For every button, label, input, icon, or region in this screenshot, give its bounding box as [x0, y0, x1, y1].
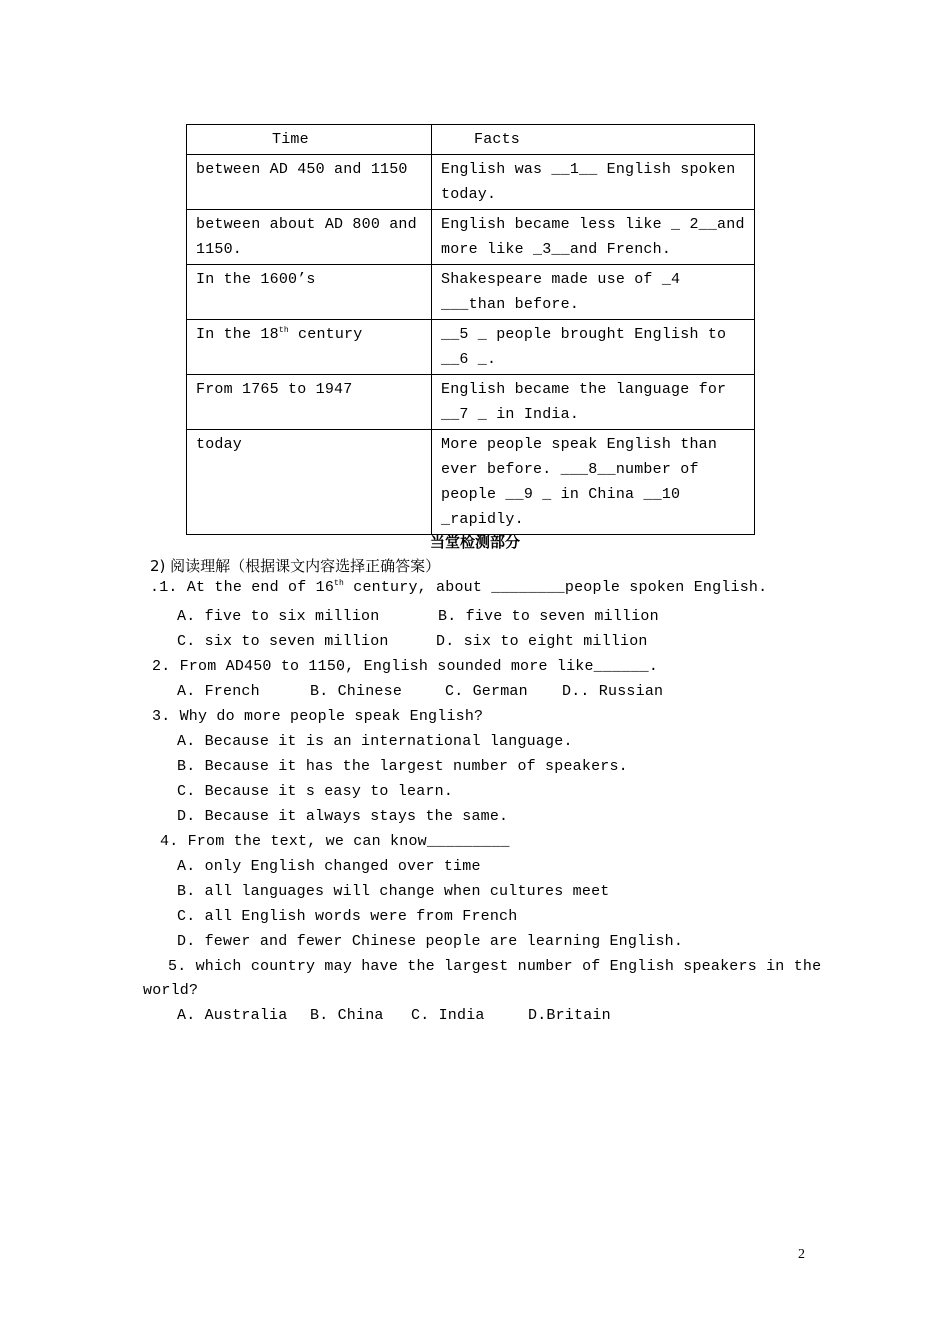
header-time: Time — [187, 125, 432, 155]
facts-table — [186, 124, 755, 535]
time-text: In the 18 — [196, 326, 279, 343]
option-c: C. all English words were from French — [177, 908, 518, 925]
header-facts: Facts — [432, 125, 755, 155]
option-b: B. Chinese — [310, 683, 403, 700]
table-row — [187, 430, 755, 535]
table-row — [187, 375, 755, 430]
facts-cell: English became the language for __7 _ in India. — [432, 375, 755, 430]
option-a: A. French — [177, 683, 260, 700]
superscript: th — [278, 326, 289, 335]
option-a: A. only English changed over time — [177, 858, 481, 875]
time-cell: between AD 450 and 1150 — [187, 155, 432, 210]
page-number: 2 — [798, 1247, 805, 1262]
option-b: B. five to seven million — [438, 608, 659, 625]
time-cell: In the 1600’s — [187, 265, 432, 320]
section-title: 当堂检测部分 — [429, 533, 520, 551]
option-b: B. China — [310, 1007, 384, 1024]
time-cell: From 1765 to 1947 — [187, 375, 432, 430]
question-text: .1. At the end of 16 — [150, 579, 335, 596]
table-row — [187, 210, 755, 265]
option-d: D.Britain — [528, 1007, 611, 1024]
option-b: B. Because it has the largest number of speakers. — [177, 758, 628, 775]
facts-cell: English was __1__ English spoken today. — [432, 155, 755, 210]
facts-cell: Shakespeare made use of _4 ___than before. — [432, 265, 755, 320]
option-b: B. all languages will change when cultures meet — [177, 883, 610, 900]
question-4: 4. From the text, we can know_________ — [160, 833, 510, 850]
facts-cell: __5 _ people brought English to __6 _. — [432, 320, 755, 375]
time-text: century — [288, 326, 363, 343]
option-d: D.. Russian — [562, 683, 664, 700]
option-c: C. six to seven million — [177, 633, 389, 650]
facts-cell: More people speak English than ever before. ___8__number of people __9 _ in China __10 _rapidly. — [432, 430, 755, 535]
option-a: A. Australia — [177, 1007, 288, 1024]
time-cell: between about AD 800 and 1150. — [187, 210, 432, 265]
option-c: C. India — [411, 1007, 485, 1024]
question-2: 2. From AD450 to 1150, English sounded more like______. — [152, 658, 659, 675]
table-row — [187, 320, 755, 375]
option-d: D. Because it always stays the same. — [177, 808, 509, 825]
option-c: C. Because it s easy to learn. — [177, 783, 454, 800]
option-d: D. six to eight million — [436, 633, 648, 650]
option-c: C. German — [445, 683, 528, 700]
table-header-row — [187, 125, 755, 155]
superscript: th — [334, 579, 345, 588]
question-3: 3. Why do more people speak English? — [152, 708, 484, 725]
option-a: A. five to six million — [177, 608, 380, 625]
option-a: A. Because it is an international language. — [177, 733, 573, 750]
time-cell: today — [187, 430, 432, 535]
option-d: D. fewer and fewer Chinese people are learning English. — [177, 933, 684, 950]
question-5: 5. which country may have the largest number of English speakers in the — [168, 958, 822, 975]
question-text: century, about ________people spoken English. — [344, 579, 768, 596]
facts-cell: English became less like _ 2__and more like _3__and French. — [432, 210, 755, 265]
instruction: 2) 阅读理解（根据课文内容选择正确答案） — [150, 557, 441, 575]
question-1 — [150, 577, 767, 599]
question-5-continued: world? — [143, 982, 199, 999]
table-row — [187, 265, 755, 320]
table-row — [187, 155, 755, 210]
time-cell — [187, 320, 432, 375]
